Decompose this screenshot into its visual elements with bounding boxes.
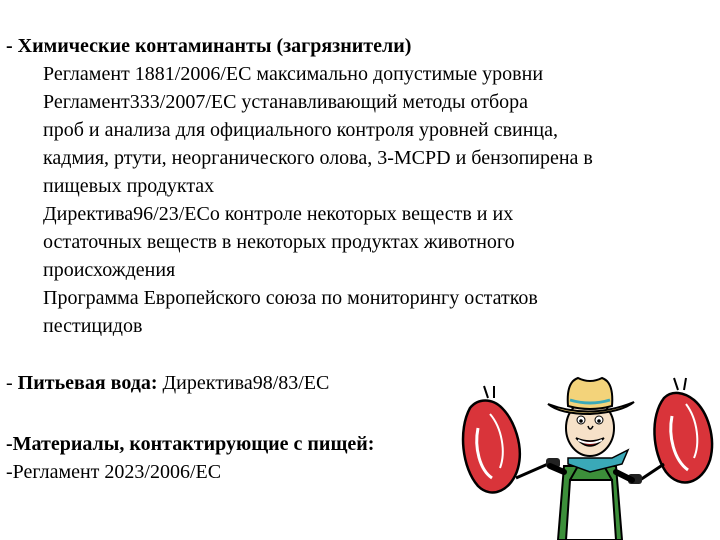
left-meat-icon [463,386,560,492]
cowboy-hat-icon [548,378,634,414]
text-line-1: Регламент 1881/2006/ЕС максимально допустимые уровни [43,63,544,85]
chemical-contaminants-heading: - Химические контаминанты (загрязнители) [6,35,412,57]
text-line-8: происхождения [43,259,176,281]
text-line-7: остаточных веществ в некоторых продуктах животного [43,231,515,253]
drinking-water-label: Питьевая вода: [17,372,158,394]
text-line-5: пищевых продуктах [43,175,215,197]
drinking-water-prefix: - [6,372,18,394]
food-contact-regulation: -Регламент 2023/2006/ЕС [6,461,222,483]
drinking-water-line [6,370,329,397]
right-meat-icon [628,378,712,484]
text-line-10: пестицидов [43,315,143,337]
text-line-9: Программа Европейского союза по мониторингу остатков [43,287,538,309]
text-line-4: кадмия, ртути, неорганического олова, 3-MCPD и бензопирена в [43,147,593,169]
drinking-water-value: Директива98/83/ЕС [157,372,330,394]
food-contact-materials-heading: -Материалы, контактирующие с пищей: [6,433,375,455]
chef-body [550,466,632,540]
text-line-2: Регламент333/2007/ЕС устанавливающий методы отбора [43,91,528,113]
text-line-3: проб и анализа для официального контроля уровней свинца, [43,119,558,141]
cowboy-chef-clipart [452,368,720,540]
text-line-6: Директива96/23/ЕСо контроле некоторых веществ и их [43,203,514,225]
